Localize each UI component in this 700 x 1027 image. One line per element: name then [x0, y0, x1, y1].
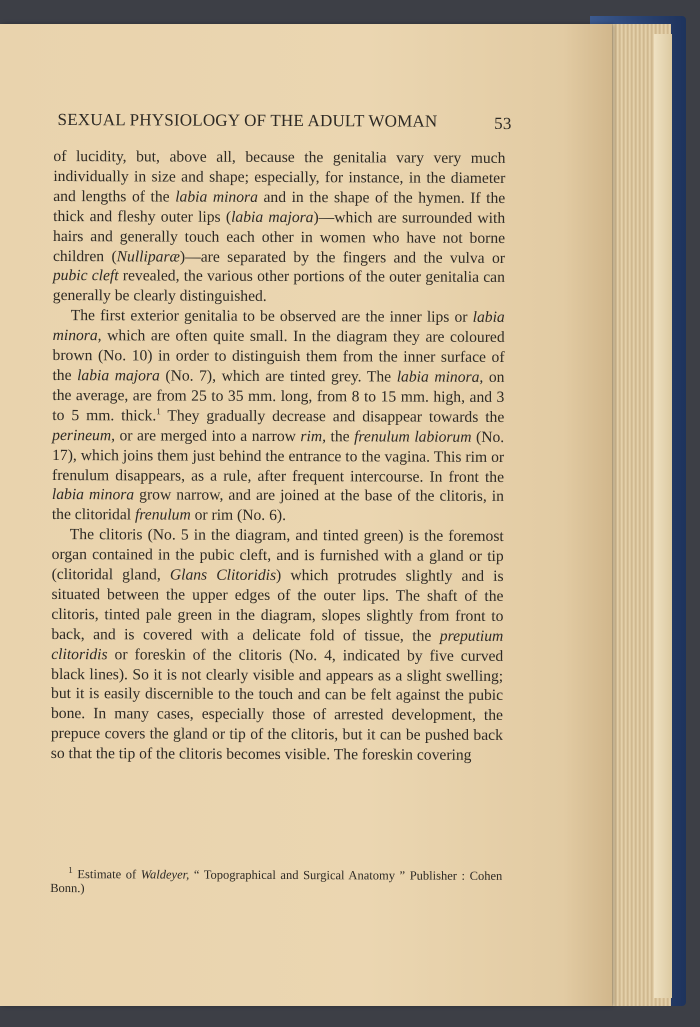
italic-term: Waldeyer,: [140, 867, 190, 882]
book-page: [0, 24, 612, 1006]
text-run: of lucidity, but, above all, because the genitalia vary very much individually in size and shape; especially, for instance, in the diameter and lengths of the: [53, 147, 506, 206]
text-run: on the average, are from 25 to 35 mm. long, from 8 to 15 mm. high, and 3 to 5 mm. thick.: [52, 368, 505, 425]
text-run: which are often quite small. In the diagram they are coloured brown (No. 10) in order to distinguish them from the inner surface of the: [52, 327, 505, 385]
italic-term: frenulum: [134, 506, 191, 524]
paragraph-3: [51, 525, 504, 766]
italic-term: perineum,: [52, 426, 116, 444]
text-run: The first exterior genitalia to be observed are the inner lips or: [70, 307, 473, 327]
italic-term: frenulum labiorum: [354, 428, 472, 446]
text-run: The clitoris (No. 5 in the diagram, and tinted green) is the foremost organ contained in the pubic cleft, and is furnished with a gland or tip (clitoridal gland,: [51, 526, 504, 584]
text-run: the: [325, 427, 355, 446]
text-run: or are merged into a narrow: [114, 426, 301, 445]
italic-term: rim,: [300, 427, 327, 445]
footnote-number: 1: [68, 864, 73, 875]
text-run: or rim (No. 6).: [190, 506, 287, 525]
footnote-ref: 1: [156, 406, 161, 417]
paragraph-1: [53, 147, 506, 308]
italic-term: labia majora: [231, 208, 314, 226]
italic-term: labia majora: [77, 367, 160, 385]
italic-term: labia minora: [175, 188, 258, 206]
italic-term: labia minora,: [396, 368, 484, 386]
text-run: Estimate of: [72, 867, 141, 882]
text-run: ) which protrudes slightly and is situated between the upper edges of the outer lips. The shaft of the clitoris, tinted pale green in the diagram, slopes slightly from front to back, and is covered with a delicate fold of tissue, the: [51, 567, 504, 645]
running-head-title: SEXUAL PHYSIOLOGY OF THE ADULT WOMAN: [57, 110, 438, 131]
italic-term: Glans Clitoridis: [169, 566, 277, 585]
italic-term: preputium clitoridis: [51, 627, 504, 663]
text-run: They gradually decrease and disappear towards the: [160, 407, 505, 426]
text-run: grow narrow, and are joined at the base of the clitoris, in the clitoridal: [51, 486, 504, 524]
text-run: )—which are surrounded with hairs and generally touch each other in women who have not borne children (: [52, 208, 506, 265]
text-run: )—are separated by the fingers and the vulva or: [179, 248, 506, 267]
body-text: [51, 147, 506, 766]
footnote-text: [50, 864, 503, 897]
text-run: revealed, the various other portions of the outer genitalia can generally be clearly distinguished.: [52, 267, 505, 306]
page-number: 53: [494, 113, 512, 133]
text-run: “ Topographical and Surgical Anatomy ” Publisher : Cohen Bonn.): [50, 867, 503, 896]
text-run: (No. 17), which joins them just behind the entrance to the vagina. This rim or frenulum disappears, as a rule, after frequent intercourse. In front the: [51, 428, 505, 486]
text-run: or foreskin of the clitoris (No. 4, indicated by five curved black lines). So it is not clearly visible and appears as a slight swelling; but it is easily discernible to the touch and can be felt against the pubic bone. In many cases, especially those of arrested development, the prepuce covers the gland or tip of the clitoris, but it can be pushed back so that the tip of the clitoris becomes visible. The foreskin covering: [50, 645, 504, 765]
italic-term: Nulliparæ: [116, 247, 180, 266]
italic-term: pubic cleft: [52, 267, 119, 285]
italic-term: labia minora,: [52, 309, 505, 345]
text-run: and in the shape of the hymen. If the thick and fleshy outer lips (: [53, 188, 506, 226]
page-edges-highlight: [654, 34, 672, 998]
paragraph-2: [52, 306, 505, 527]
text-run: (No. 7), which are tinted grey. The: [159, 367, 397, 386]
text-block: [50, 24, 512, 896]
italic-term: labia minora: [51, 486, 135, 504]
footnote: [50, 864, 503, 897]
running-head: [58, 110, 510, 132]
